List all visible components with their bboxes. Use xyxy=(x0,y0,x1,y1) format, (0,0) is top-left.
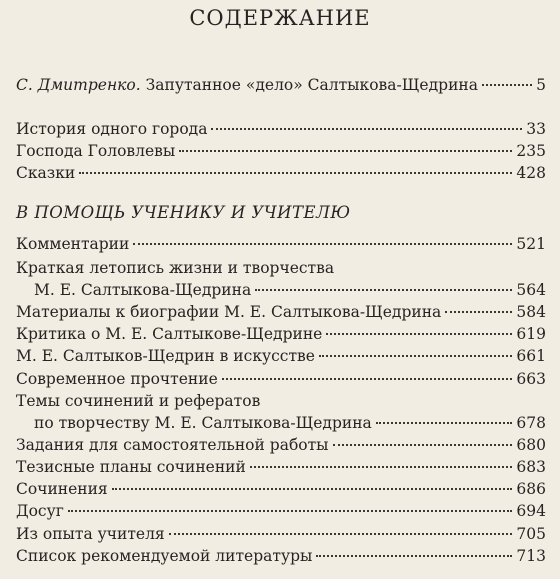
toc-entry-modern-reading[interactable] xyxy=(16,368,546,390)
toc-entry-title: Сказки xyxy=(16,164,76,182)
toc-entry-title: История одного города xyxy=(16,120,208,138)
toc-entry-page: 619 xyxy=(516,325,546,343)
dot-leader xyxy=(133,243,512,245)
toc-entry-commentary[interactable] xyxy=(16,233,546,255)
dot-leader xyxy=(376,422,513,424)
dot-leader xyxy=(68,510,513,512)
toc-entry-chronicle-line1: Краткая летопись жизни и творчества xyxy=(16,259,335,277)
dot-leader xyxy=(255,289,512,291)
toc-entry-title: Современное прочтение xyxy=(16,370,218,388)
dot-leader xyxy=(445,311,512,313)
toc-entry-title: Из опыта учителя xyxy=(16,525,165,543)
toc-entry-page: 694 xyxy=(516,502,546,520)
toc-entry-title: Господа Головлевы xyxy=(16,142,176,160)
toc-entry-title: М. Е. Салтыков-Щедрин в искусстве xyxy=(16,347,315,365)
toc-entry-page: 683 xyxy=(516,458,546,476)
toc-entry-page: 5 xyxy=(536,76,546,94)
toc-entry-page: 428 xyxy=(516,164,546,182)
section-heading: В ПОМОЩЬ УЧЕНИКУ И УЧИТЕЛЮ xyxy=(16,203,351,222)
toc-entry-plans[interactable] xyxy=(16,456,546,478)
toc-entry-text xyxy=(16,74,478,96)
toc-entry-history-of-a-town[interactable] xyxy=(16,118,546,140)
dot-leader xyxy=(222,378,513,380)
dot-leader xyxy=(250,466,513,468)
toc-entry-title: Задания для самостоятельной работы xyxy=(16,436,329,454)
toc-entry-essays[interactable] xyxy=(16,478,546,500)
toc-entry-intro[interactable] xyxy=(16,74,546,96)
toc-entry-biography[interactable] xyxy=(16,301,546,323)
toc-entry-title: Сочинения xyxy=(16,480,108,498)
toc-entry-criticism[interactable] xyxy=(16,323,546,345)
toc-entry-page: 705 xyxy=(516,525,546,543)
toc-entry-leisure[interactable] xyxy=(16,500,546,522)
dot-leader xyxy=(211,128,522,130)
toc-entry-title: Комментарии xyxy=(16,235,130,253)
dot-leader xyxy=(333,444,513,446)
toc-entry-golovlevs[interactable] xyxy=(16,140,546,162)
toc-entry-page: 713 xyxy=(516,547,546,565)
dot-leader xyxy=(112,488,513,490)
toc-entry-page: 661 xyxy=(516,347,546,365)
dot-leader xyxy=(79,172,512,174)
dot-leader xyxy=(169,533,513,535)
toc-entry-page: 564 xyxy=(516,281,546,299)
toc-entry-page: 33 xyxy=(526,120,546,138)
toc-entry-title: по творчеству М. Е. Салтыкова-Щедрина xyxy=(34,414,372,432)
toc-entry-art[interactable] xyxy=(16,345,546,367)
toc-entry-themes-line1: Темы сочинений и рефератов xyxy=(16,392,261,410)
toc-entry-page: 521 xyxy=(516,235,546,253)
toc-entry-page: 680 xyxy=(516,436,546,454)
toc-entry-tasks[interactable] xyxy=(16,434,546,456)
dot-leader xyxy=(316,555,512,557)
toc-entry-page: 235 xyxy=(516,142,546,160)
toc-entry-chronicle[interactable] xyxy=(34,279,546,301)
toc-entry-title: Запутанное «дело» Салтыкова-Щедрина xyxy=(145,76,478,94)
toc-entry-title: Список рекомендуемой литературы xyxy=(16,547,313,565)
dot-leader xyxy=(179,150,512,152)
toc-entry-author: С. Дмитренко. xyxy=(16,76,141,94)
toc-entry-literature[interactable] xyxy=(16,545,546,567)
toc-entry-page: 584 xyxy=(516,303,546,321)
toc-entry-title: Материалы к биографии М. Е. Салтыкова-Щедрина xyxy=(16,303,442,321)
dot-leader xyxy=(482,84,532,86)
dot-leader xyxy=(319,355,512,357)
toc-entry-page: 678 xyxy=(516,414,546,432)
toc-entry-title: М. Е. Салтыкова-Щедрина xyxy=(34,281,252,299)
toc-entry-title: Тезисные планы сочинений xyxy=(16,458,246,476)
toc-entry-teacher-experience[interactable] xyxy=(16,523,546,545)
toc-entry-themes[interactable] xyxy=(34,412,546,434)
toc-entry-tales[interactable] xyxy=(16,162,546,184)
toc-entry-page: 686 xyxy=(516,480,546,498)
dot-leader xyxy=(326,333,512,335)
toc-entry-title: Досуг xyxy=(16,502,64,520)
toc-entry-page: 663 xyxy=(516,370,546,388)
page-title: СОДЕРЖАНИЕ xyxy=(189,6,371,30)
toc-entry-title: Критика о М. Е. Салтыкове-Щедрине xyxy=(16,325,323,343)
